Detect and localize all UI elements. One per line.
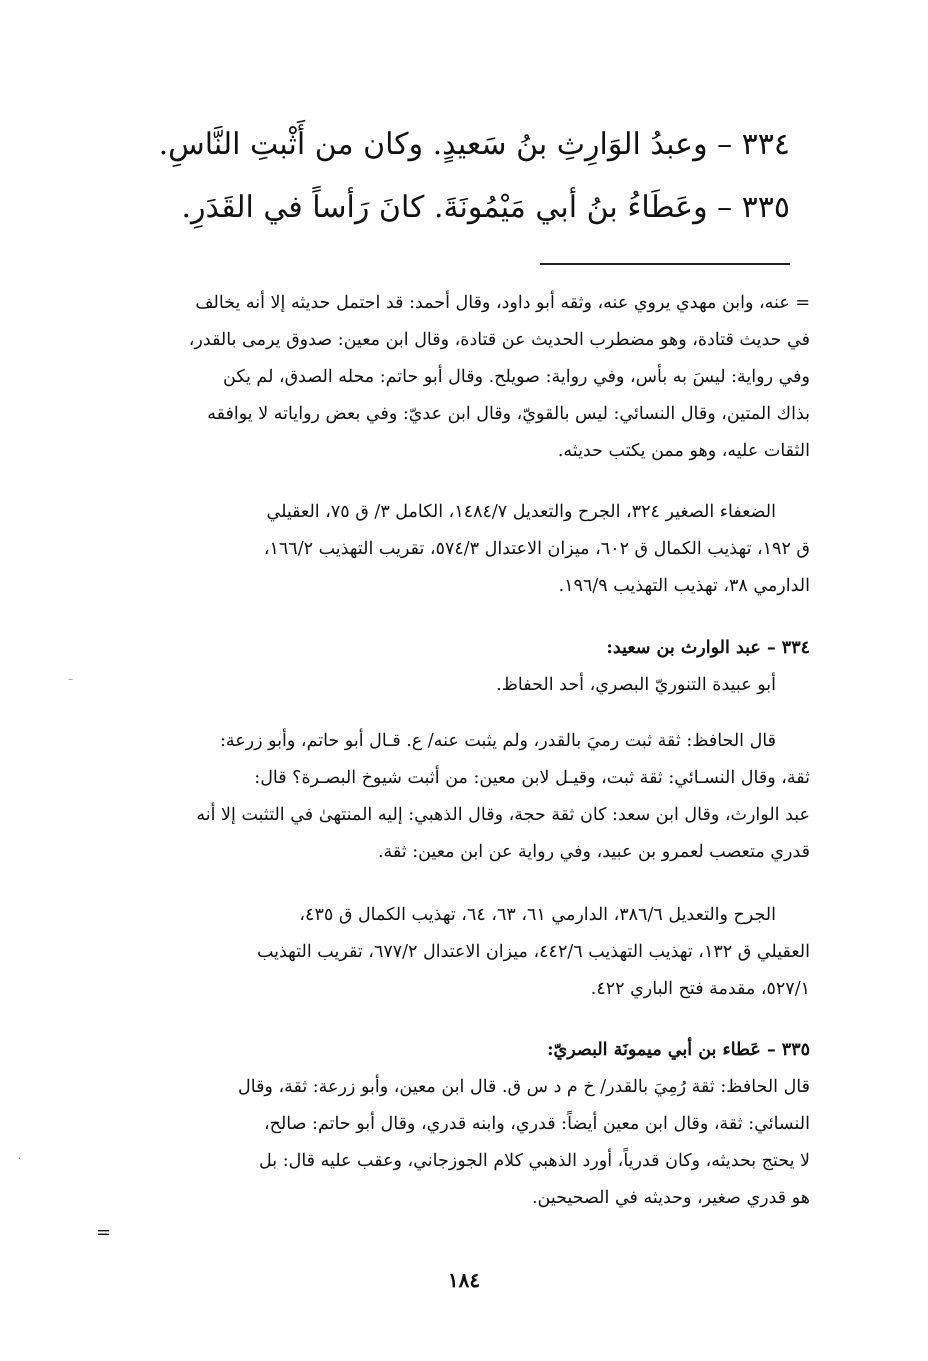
text-line: قال الحافظ: ثقة رُمِيَ بالقدر/ خ م د س ق. قال ابن معين، وأبو زرعة: ثقة، وقال <box>238 1077 810 1097</box>
text-line: ٥٢٧/١، مقدمة فتح الباري ٤٢٢. <box>590 979 810 999</box>
text-line: عبد الوارث، وقال ابن سعد: كان ثقة حجة، وقال الذهبي: إليه المنتهىٰ في التثبت إلا أنه <box>196 805 810 825</box>
text-line: النسائي: ثقة، وقال ابن معين أيضاً: قدري، وابنه قدري، وقال أبو حاتم: صالح، <box>264 1114 810 1134</box>
text-line: الجرح والتعديل ٣٨٦/٦، الدارمي ٦١، ٦٣، ٦٤، تهذيب الكمال ق ٤٣٥، <box>299 905 776 925</box>
entry-heading: ٣٣٥ – عَطاء بن أبي ميمونَة البصريّ: <box>547 1040 810 1060</box>
entry-number: ٣٣٤ <box>741 127 790 162</box>
matn-entry-335 <box>100 190 790 225</box>
continuation-mark: = <box>96 1222 112 1243</box>
text-line: = عنه، وابن مهدي يروي عنه، وثقه أبو داود، وقال أحمد: قد احتمل حديثه إلا أنه يخالف <box>195 293 810 313</box>
entry-number: ٣٣٥ <box>741 190 790 225</box>
entry-334-grading <box>103 723 810 871</box>
text-line: قال الحافظ: ثقة ثبت رميَ بالقدر، ولم يثبت عنه/ ع. قـال أبو حاتم، وأبو زرعة: <box>219 731 776 751</box>
page-number: ١٨٤ <box>447 1268 481 1292</box>
entry-334-sources <box>103 897 810 1008</box>
text-line: ثقة، وقال النسـائي: ثقة ثبت، وقيـل لابن معين: من أثبت شيوخ البصـرة؟ قال: <box>254 768 810 788</box>
text-line: قدري متعصب لعمرو بن عبيد، وفي رواية عن ابن معين: ثقة. <box>377 842 810 862</box>
text-line: الضعفاء الصغير ٣٢٤، الجرح والتعديل ١٤٨٤/٧، الكامل ٣/ ق ٧٥، العقيلي <box>266 502 776 522</box>
scan-speck: · <box>18 1154 22 1165</box>
entry-334-biography <box>103 630 810 704</box>
entry-subheading: أبو عبيدة التنوريّ البصري، أحد الحفاظ. <box>496 675 776 695</box>
footnote-divider <box>540 263 790 265</box>
footnote-continuation <box>103 285 810 470</box>
text-line: هو قدري صغير، وحديثه في الصحيحين. <box>531 1188 810 1208</box>
entry-335-biography <box>103 1032 810 1217</box>
text-line: الثقات عليه، وهو ممن يكتب حديثه. <box>557 441 810 461</box>
text-line: بذاك المتين، وقال النسائي: ليس بالقويّ، وقال ابن عديّ: وفي بعض رواياته لا يوافقه <box>207 404 810 424</box>
entry-text: – وعَطَاءُ بنُ أبي مَيْمُونَةَ. كانَ رَأساً في القَدَرِ. <box>181 190 733 225</box>
text-line: العقيلي ق ١٣٢، تهذيب التهذيب ٤٤٢/٦، ميزان الاعتدال ٦٧٧/٢، تقريب التهذيب <box>256 942 810 962</box>
text-line: الدارمي ٣٨، تهذيب التهذيب ١٩٦/٩. <box>558 576 810 596</box>
text-line: في حديث قتادة، وهو مضطرب الحديث عن قتادة، وقال ابن معين: صدوق يرمى بالقدر، <box>188 330 810 350</box>
entry-heading: ٣٣٤ – عبد الوارث بن سعيد: <box>606 638 810 658</box>
text-line: ق ١٩٢، تهذيب الكمال ق ٦٠٢، ميزان الاعتدال ٥٧٤/٣، تقريب التهذيب ١٦٦/٢، <box>263 539 810 559</box>
scan-speck: – <box>68 674 73 685</box>
sources-block <box>103 494 810 605</box>
matn-entry-334 <box>100 127 790 162</box>
entry-text: – وعبدُ الوَارِثِ بنُ سَعيدٍ. وكان من أَثْبتِ النَّاسِ. <box>158 127 733 162</box>
text-line: لا يحتج بحديثه، وكان قدرياً، أورد الذهبي كلام الجوزجاني، وعقب عليه قال: بل <box>259 1151 810 1171</box>
text-line: وفي رواية: ليسَ به بأس، وفي رواية: صويلح. وقال أبو حاتم: محله الصدق، لم يكن <box>223 367 810 387</box>
